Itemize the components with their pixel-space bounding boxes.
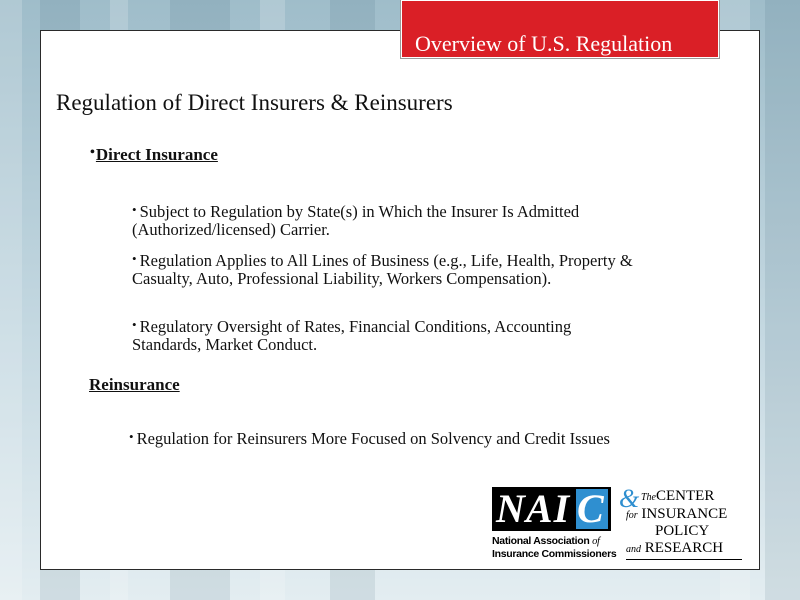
ampersand: &: [619, 484, 640, 513]
title-tab: [400, 0, 720, 59]
bullet-item: • Subject to Regulation by State(s) in Which the Insurer Is Admitted (Authorized/licensed) Carrier.: [132, 202, 580, 239]
bullet-item: • Regulation for Reinsurers More Focused on Solvency and Credit Issues: [129, 429, 610, 448]
bullet-item-text: Subject to Regulation by State(s) in Which the Insurer Is Admitted (Authorized/licensed) Carrier.: [132, 202, 580, 239]
section-title-reinsurance: Reinsurance: [89, 375, 180, 394]
section-bullet: •: [90, 145, 95, 160]
logo-area: NAI C National Association of Insurance Commissioners & TheCENTER for INSURANCE POLICY and RESEARCH: [492, 487, 744, 563]
naic-logo-caption: National Association of Insurance Commissioners: [492, 535, 617, 560]
bullet-item-text: Regulation Applies to All Lines of Business (e.g., Life, Health, Property & Casualty, Auto, Professional Liability, Workers Compensation).: [132, 251, 633, 288]
section-title-text: Direct Insurance: [95, 145, 218, 164]
section-title-direct-insurance: [90, 145, 218, 165]
bullet-item: • Regulatory Oversight of Rates, Financial Conditions, Accounting Standards, Market Conduct.: [132, 317, 572, 354]
bullet-item: • Regulation Applies to All Lines of Business (e.g., Life, Health, Property & Casualty, Auto, Professional Liability, Workers Compensation).: [132, 251, 633, 288]
naic-logo-c: C: [576, 489, 608, 529]
slide-title: Overview of U.S. Regulation: [415, 31, 673, 56]
naic-logo: [492, 487, 611, 531]
naic-logo-mark: NAI: [496, 486, 571, 531]
bullet-item-text: Regulatory Oversight of Rates, Financial Conditions, Accounting Standards, Market Conduct.: [132, 317, 572, 354]
slide-heading: Regulation of Direct Insurers & Reinsurers: [56, 90, 453, 115]
bullet-item-text: Regulation for Reinsurers More Focused on Solvency and Credit Issues: [136, 429, 610, 448]
